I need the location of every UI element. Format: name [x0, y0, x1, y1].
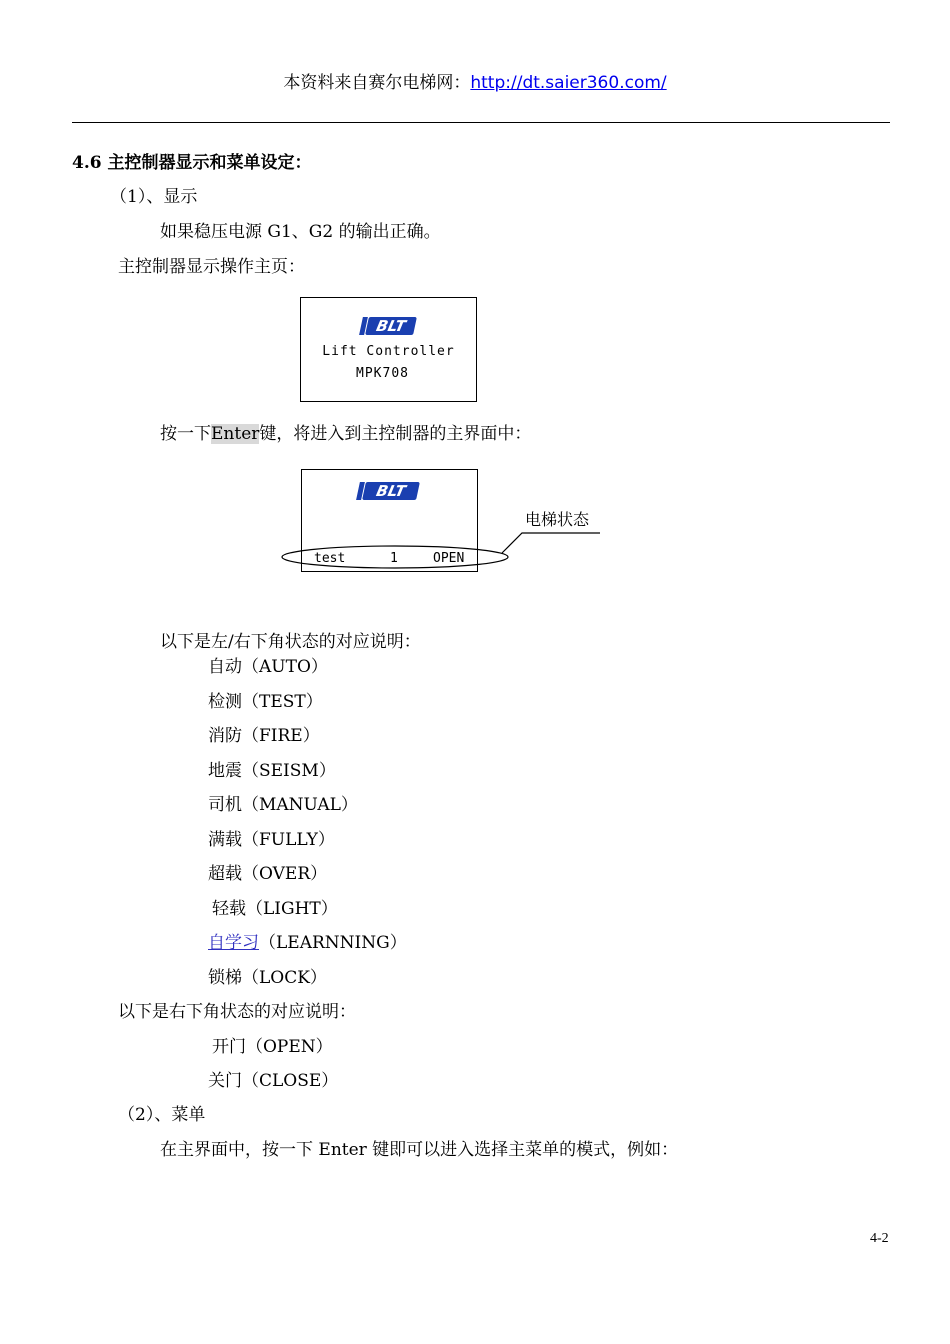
status-callout-label: 电梯状态 [525, 510, 590, 529]
enter-instruction [160, 426, 531, 443]
state-item: 轻载（LIGHT） [212, 899, 338, 919]
lcd-floor-number: 1 [390, 551, 398, 566]
page-header [0, 68, 950, 93]
learning-suffix: （LEARNNING） [259, 933, 407, 953]
lcd-right-status: OPEN [433, 551, 465, 566]
lcd-home-line-2: MPK708 [356, 366, 409, 381]
lcd-left-status: test [314, 551, 346, 566]
state-item: 检测（TEST） [208, 692, 323, 712]
lcd-home-line-1: Lift Controller [322, 344, 455, 359]
state-item: 锁梯（LOCK） [208, 968, 327, 988]
header-divider [72, 122, 890, 123]
state-item-learning [208, 935, 407, 952]
right-status-intro: 以下是右下角状态的对应说明： [118, 1002, 356, 1022]
left-status-intro: 以下是左/右下角状态的对应说明： [160, 632, 421, 652]
state-item: 地震（SEISM） [208, 761, 336, 781]
display-paragraph-1: 如果稳压电源 G1、G2 的输出正确。 [160, 222, 441, 242]
page-number: 4-2 [870, 1231, 889, 1246]
state-item: 关门（CLOSE） [208, 1071, 339, 1091]
header-source-text: 本资料来自赛尔电梯网： [283, 73, 471, 93]
enter-instruction-suffix: 键，将进入到主控制器的主界面中： [259, 424, 532, 444]
learning-link[interactable]: 自学习 [208, 933, 259, 953]
state-item: 满载（FULLY） [208, 830, 335, 850]
state-item: 自动（AUTO） [208, 657, 328, 677]
enter-instruction-prefix: 按一下 [160, 424, 211, 444]
blt-logo: BLT [362, 482, 420, 500]
menu-paragraph: 在主界面中，按一下 Enter 键即可以进入选择主菜单的模式，例如： [160, 1140, 679, 1160]
state-item: 消防（FIRE） [208, 726, 320, 746]
section-title: 4.6 主控制器显示和菜单设定： [72, 153, 312, 173]
state-item: 开门（OPEN） [212, 1037, 333, 1057]
blt-logo: BLT [365, 317, 417, 335]
menu-heading: （2）、菜单 [118, 1105, 206, 1125]
state-item: 司机（MANUAL） [208, 795, 358, 815]
enter-key-label: Enter [211, 424, 260, 444]
lcd-home-screen [300, 297, 477, 402]
display-paragraph-2: 主控制器显示操作主页： [118, 257, 305, 277]
header-source-link[interactable]: http://dt.saier360.com/ [470, 73, 667, 93]
display-heading: （1）、显示 [110, 187, 198, 207]
state-item: 超载（OVER） [208, 864, 328, 884]
